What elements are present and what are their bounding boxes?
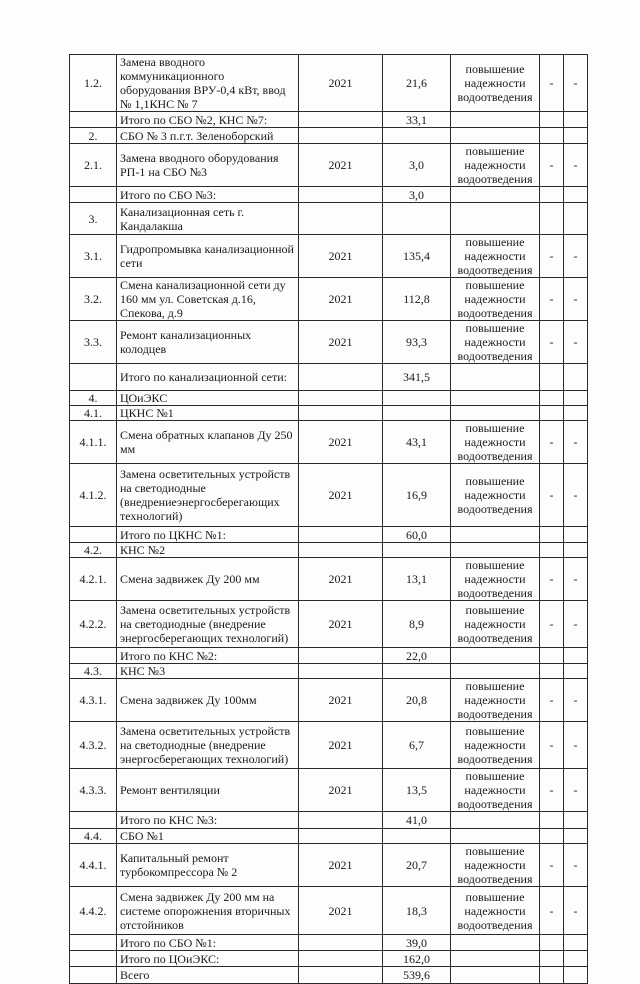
row-name: Смена задвижек Ду 100мм [117,679,299,722]
row-name: КНС №2 [117,543,299,558]
row-sum: 22,0 [383,648,451,664]
table-row [70,144,588,187]
table-row [70,527,588,543]
row-name: Смена обратных клапанов Ду 250 мм [117,421,299,464]
row-col7 [564,951,588,967]
table-row [70,812,588,829]
row-effect [451,543,540,558]
row-col6 [540,128,564,144]
row-name: Ремонт канализационных колодцев [117,321,299,364]
row-col7: - [564,722,588,769]
row-sum: 341,5 [383,364,451,391]
row-col6 [540,203,564,235]
row-col6: - [540,601,564,648]
row-col7: - [564,55,588,112]
row-col6 [540,664,564,679]
row-col6 [540,648,564,664]
row-year [299,664,383,679]
row-col7: - [564,558,588,601]
row-sum [383,829,451,844]
row-sum [383,391,451,406]
row-col6: - [540,464,564,527]
table-row [70,464,588,527]
row-sum [383,543,451,558]
row-col6: - [540,235,564,278]
row-number [70,951,117,967]
row-effect [451,829,540,844]
row-sum: 16,9 [383,464,451,527]
table-row [70,187,588,203]
table-row [70,406,588,421]
table-row [70,844,588,887]
row-col6 [540,527,564,543]
row-col7: - [564,321,588,364]
row-sum [383,406,451,421]
row-name: Итого по КНС №3: [117,812,299,829]
row-effect: повышение надежности водоотведения [451,278,540,321]
table-row [70,543,588,558]
row-col6 [540,812,564,829]
row-name: Итого по канализационной сети: [117,364,299,391]
row-effect [451,128,540,144]
row-number: 4.4. [70,829,117,844]
row-name: Замена вводного коммуникационного оборудования ВРУ-0,4 кВт, ввод № 1,1КНС № 7 [117,55,299,112]
row-sum: 3,0 [383,144,451,187]
row-col6 [540,391,564,406]
row-col6: - [540,844,564,887]
row-name: Итого по ЦКНС №1: [117,527,299,543]
row-name: Смена канализационной сети ду 160 мм ул. Советская д.16, Спекова, д.9 [117,278,299,321]
row-year [299,543,383,558]
row-number: 2. [70,128,117,144]
row-col6: - [540,421,564,464]
row-col7: - [564,844,588,887]
row-number [70,648,117,664]
row-col7: - [564,601,588,648]
table-row [70,112,588,128]
row-year: 2021 [299,421,383,464]
row-effect [451,527,540,543]
row-col7: - [564,235,588,278]
row-sum: 8,9 [383,601,451,648]
row-col6: - [540,321,564,364]
row-sum: 18,3 [383,887,451,935]
table-row [70,278,588,321]
row-name: Замена осветительных устройств на светодиодные (внедрениеэнергосберегающих технологий) [117,464,299,527]
row-effect: повышение надежности водоотведения [451,558,540,601]
table-row [70,935,588,951]
row-col7 [564,829,588,844]
row-col7: - [564,278,588,321]
table-row [70,829,588,844]
row-number [70,935,117,951]
row-year [299,812,383,829]
row-name: Ремонт вентиляции [117,769,299,812]
row-name: Замена осветительных устройств на светодиодные (внедрение энергосберегающих технологий) [117,722,299,769]
row-year [299,112,383,128]
row-number: 3. [70,203,117,235]
row-col7 [564,935,588,951]
row-name: Итого по ЦОиЭКС: [117,951,299,967]
table-row [70,55,588,112]
row-year: 2021 [299,679,383,722]
row-year: 2021 [299,464,383,527]
row-number: 2.1. [70,144,117,187]
row-col6: - [540,769,564,812]
row-name: СБО №1 [117,829,299,844]
row-number [70,112,117,128]
row-year: 2021 [299,278,383,321]
row-col7 [564,391,588,406]
works-table-body [70,55,588,984]
row-number: 4.3.1. [70,679,117,722]
row-number: 4.3. [70,664,117,679]
row-number: 3.2. [70,278,117,321]
row-effect: повышение надежности водоотведения [451,235,540,278]
row-year [299,364,383,391]
row-col6 [540,935,564,951]
row-effect: повышение надежности водоотведения [451,144,540,187]
row-name: Замена вводного оборудования РП-1 на СБО №3 [117,144,299,187]
row-sum: 112,8 [383,278,451,321]
row-effect [451,812,540,829]
row-col6 [540,829,564,844]
row-col7 [564,967,588,984]
row-sum: 162,0 [383,951,451,967]
row-year [299,829,383,844]
row-sum [383,664,451,679]
row-col7: - [564,887,588,935]
row-col6 [540,543,564,558]
row-effect [451,951,540,967]
row-col7 [564,112,588,128]
row-year [299,406,383,421]
table-row [70,391,588,406]
row-number: 4.1. [70,406,117,421]
table-row [70,951,588,967]
row-sum: 39,0 [383,935,451,951]
row-col6 [540,364,564,391]
row-col7: - [564,421,588,464]
row-effect [451,935,540,951]
row-effect [451,364,540,391]
row-name: Итого по КНС №2: [117,648,299,664]
row-col7 [564,812,588,829]
row-year [299,187,383,203]
row-sum: 41,0 [383,812,451,829]
row-effect [451,406,540,421]
row-effect [451,391,540,406]
row-col7: - [564,679,588,722]
row-year: 2021 [299,558,383,601]
row-name: Смена задвижек Ду 200 мм на системе опорожнения вторичных отстойников [117,887,299,935]
row-col7 [564,128,588,144]
row-number [70,187,117,203]
row-year [299,648,383,664]
row-year: 2021 [299,887,383,935]
row-number: 4.2.2. [70,601,117,648]
row-year [299,128,383,144]
row-effect [451,203,540,235]
table-row [70,203,588,235]
row-sum [383,128,451,144]
row-sum [383,203,451,235]
row-col6: - [540,278,564,321]
row-col6: - [540,558,564,601]
row-name: КНС №3 [117,664,299,679]
row-effect [451,187,540,203]
row-col7 [564,543,588,558]
row-name: Смена задвижек Ду 200 мм [117,558,299,601]
row-number: 4.2. [70,543,117,558]
row-name: Всего [117,967,299,984]
row-year [299,391,383,406]
row-number: 4. [70,391,117,406]
row-effect: повышение надежности водоотведения [451,55,540,112]
row-number: 4.1.2. [70,464,117,527]
row-name: СБО № 3 п.г.т. Зеленоборский [117,128,299,144]
row-effect: повышение надежности водоотведения [451,464,540,527]
row-col6: - [540,887,564,935]
row-number [70,364,117,391]
row-number: 4.4.1. [70,844,117,887]
row-col7 [564,664,588,679]
row-number: 4.2.1. [70,558,117,601]
row-effect: повышение надежности водоотведения [451,321,540,364]
row-name: ЦКНС №1 [117,406,299,421]
row-name: Итого по СБО №3: [117,187,299,203]
row-sum: 93,3 [383,321,451,364]
row-col7 [564,364,588,391]
row-col7: - [564,769,588,812]
works-table [69,54,588,984]
table-row [70,769,588,812]
table-row [70,601,588,648]
row-name: Итого по СБО №2, КНС №7: [117,112,299,128]
row-effect: повышение надежности водоотведения [451,887,540,935]
row-sum: 21,6 [383,55,451,112]
row-year: 2021 [299,601,383,648]
row-sum: 33,1 [383,112,451,128]
row-col6 [540,406,564,421]
row-year [299,203,383,235]
row-name: Канализационная сеть г. Кандалакша [117,203,299,235]
row-col6 [540,112,564,128]
row-effect [451,112,540,128]
row-col7 [564,187,588,203]
row-name: Замена осветительных устройств на светодиодные (внедрение энергосберегающих технологий) [117,601,299,648]
row-year: 2021 [299,769,383,812]
row-year: 2021 [299,844,383,887]
row-name: Итого по СБО №1: [117,935,299,951]
table-row [70,648,588,664]
row-sum: 60,0 [383,527,451,543]
row-effect: повышение надежности водоотведения [451,844,540,887]
row-effect: повышение надежности водоотведения [451,421,540,464]
row-year [299,951,383,967]
row-number: 4.3.2. [70,722,117,769]
row-sum: 13,5 [383,769,451,812]
row-effect: повышение надежности водоотведения [451,722,540,769]
row-col7 [564,203,588,235]
row-sum: 135,4 [383,235,451,278]
row-sum: 3,0 [383,187,451,203]
table-row [70,887,588,935]
row-year: 2021 [299,235,383,278]
row-number [70,967,117,984]
row-col7: - [564,144,588,187]
row-year: 2021 [299,722,383,769]
row-effect [451,664,540,679]
table-row [70,558,588,601]
row-number: 4.4.2. [70,887,117,935]
table-row [70,364,588,391]
row-col6: - [540,144,564,187]
row-col6: - [540,55,564,112]
row-sum: 20,7 [383,844,451,887]
row-number [70,527,117,543]
row-sum: 6,7 [383,722,451,769]
row-effect: повышение надежности водоотведения [451,769,540,812]
row-number: 4.1.1. [70,421,117,464]
row-col6: - [540,679,564,722]
table-row [70,722,588,769]
row-col7 [564,527,588,543]
row-year [299,935,383,951]
row-effect [451,967,540,984]
row-year: 2021 [299,55,383,112]
row-effect: повышение надежности водоотведения [451,679,540,722]
row-col6 [540,951,564,967]
table-row [70,128,588,144]
row-name: Гидропромывка канализационной сети [117,235,299,278]
table-row [70,321,588,364]
row-sum: 43,1 [383,421,451,464]
row-number: 3.1. [70,235,117,278]
row-effect: повышение надежности водоотведения [451,601,540,648]
table-row [70,664,588,679]
row-year [299,527,383,543]
row-col6 [540,967,564,984]
row-col7: - [564,464,588,527]
row-col7 [564,406,588,421]
row-year: 2021 [299,321,383,364]
row-number: 1.2. [70,55,117,112]
table-row [70,967,588,984]
row-year [299,967,383,984]
row-number: 3.3. [70,321,117,364]
row-name: Капитальный ремонт турбокомпрессора № 2 [117,844,299,887]
table-row [70,235,588,278]
row-sum: 20,8 [383,679,451,722]
row-sum: 13,1 [383,558,451,601]
row-number: 4.3.3. [70,769,117,812]
row-effect [451,648,540,664]
row-col6 [540,187,564,203]
table-row [70,679,588,722]
row-number [70,812,117,829]
row-col6: - [540,722,564,769]
row-name: ЦОиЭКС [117,391,299,406]
row-col7 [564,648,588,664]
table-row [70,421,588,464]
row-sum: 539,6 [383,967,451,984]
row-year: 2021 [299,144,383,187]
